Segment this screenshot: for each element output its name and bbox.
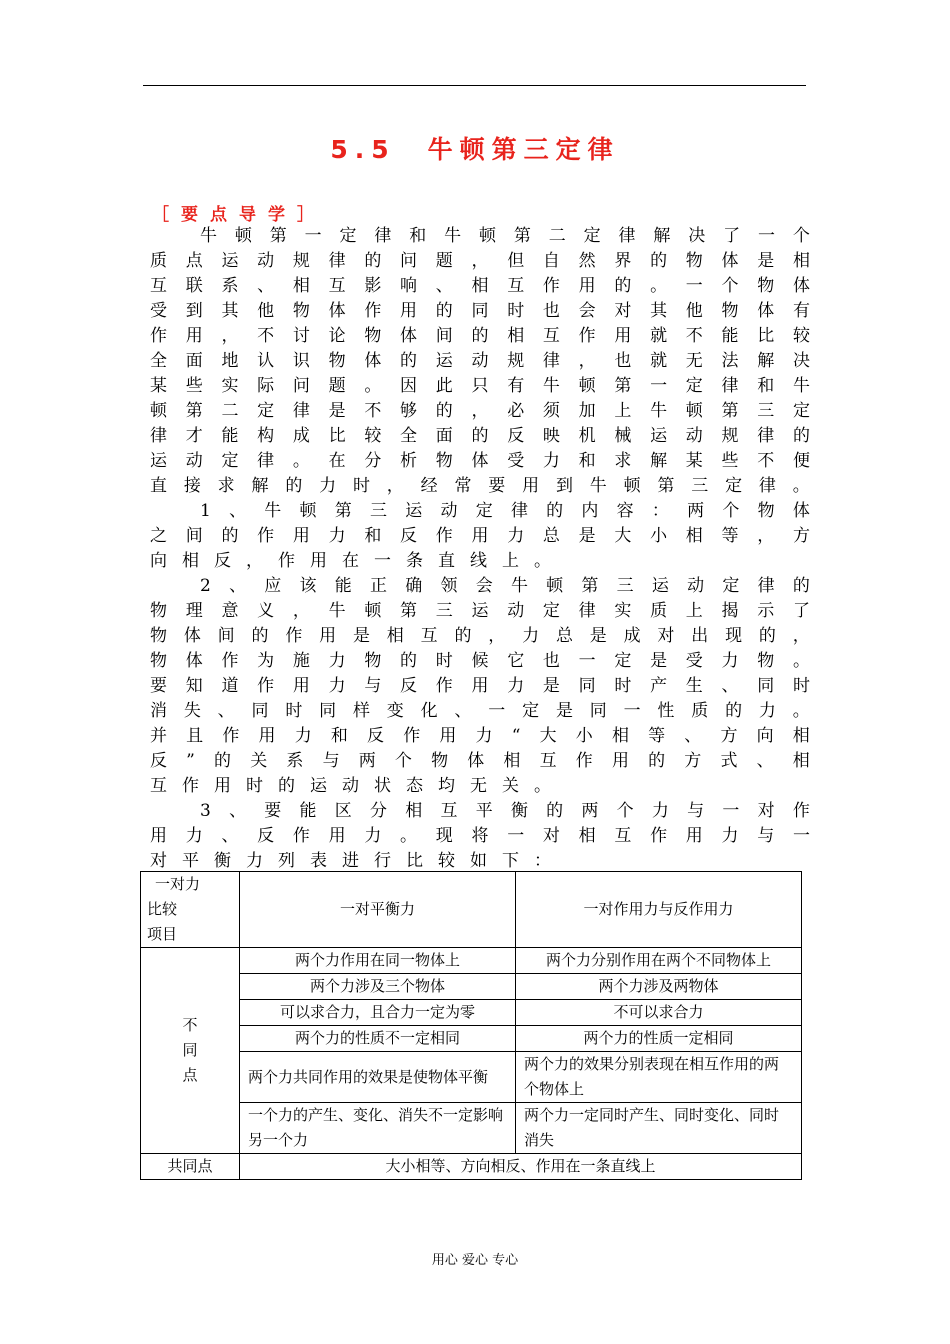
table-header-row: [141, 872, 802, 948]
table-row: [141, 948, 802, 974]
common-value-cell: 大小相等、方向相反、作用在一条直线上: [240, 1154, 802, 1180]
text-line: 受 到 其 他 物 体 作 用 的 同 时 也 会 对 其 他 物 体 有: [150, 301, 810, 321]
text-line: 3 、 要 能 区 分 相 互 平 衡 的 两 个 力 与 一 对 作: [200, 801, 810, 821]
text-line: 向 相 反 ， 作 用 在 一 条 直 线 上 。: [150, 551, 551, 571]
text-line: 互 作 用 时 的 运 动 状 态 均 无 关 。: [150, 776, 551, 796]
text-line: 反 ” 的 关 系 与 两 个 物 体 相 互 作 用 的 方 式 、 相: [150, 751, 810, 771]
text-line: 某 些 实 际 问 题 。 因 此 只 有 牛 顿 第 一 定 律 和 牛: [150, 376, 810, 396]
text-line: 质 点 运 动 规 律 的 问 题 ， 但 自 然 界 的 物 体 是 相: [150, 251, 810, 271]
text-line: 运 动 定 律 。 在 分 析 物 体 受 力 和 求 解 某 些 不 便: [150, 451, 810, 471]
common-row: [141, 1154, 802, 1180]
text-line: 2 、 应 该 能 正 确 领 会 牛 顿 第 三 运 动 定 律 的: [200, 576, 810, 596]
text-line: 律 才 能 构 成 比 较 全 面 的 反 映 机 械 运 动 规 律 的: [150, 426, 810, 446]
text-line: 顿 第 二 定 律 是 不 够 的 ， 必 须 加 上 牛 顿 第 三 定: [150, 401, 810, 421]
balance-forces-cell: 两个力涉及三个物体: [240, 974, 516, 1000]
text-line: 全 面 地 认 识 物 体 的 运 动 规 律 ， 也 就 无 法 解 决: [150, 351, 810, 371]
action-reaction-cell: 两个力一定同时产生、同时变化、同时消失: [516, 1103, 802, 1154]
text-line: 互 联 系 、 相 互 影 响 、 相 互 作 用 的 。 一 个 物 体: [150, 276, 810, 296]
text-line: 物 理 意 义 ， 牛 顿 第 三 运 动 定 律 实 质 上 揭 示 了: [150, 601, 810, 621]
action-reaction-cell: 两个力涉及两物体: [516, 974, 802, 1000]
text-line: 对 平 衡 力 列 表 进 行 比 较 如 下 ：: [150, 851, 551, 871]
balance-forces-cell: 一个力的产生、变化、消失不一定影响另一个力: [240, 1103, 516, 1154]
action-reaction-cell: 两个力的效果分别表现在相互作用的两个物体上: [516, 1052, 802, 1103]
table-corner-cell: [141, 872, 240, 948]
diff-label-char: 点: [182, 1066, 198, 1084]
text-line: 并 且 作 用 力 和 反 作 用 力 “ 大 小 相 等 、 方 向 相: [150, 726, 810, 746]
text-line: 物 体 间 的 作 用 是 相 互 的 ， 力 总 是 成 对 出 现 的 ，: [150, 626, 810, 646]
text-line: 物 体 作 为 施 力 物 的 时 候 它 也 一 定 是 受 力 物 。: [150, 651, 810, 671]
comparison-table: [140, 871, 802, 1180]
diff-label-char: 同: [182, 1041, 198, 1059]
header-balance-forces: 一对平衡力: [240, 872, 516, 948]
text-line: 牛 顿 第 一 定 律 和 牛 顿 第 二 定 律 解 决 了 一 个: [200, 226, 810, 246]
page-footer: 用心 爱心 专心: [431, 1253, 519, 1268]
text-line: 用 力 、 反 作 用 力 。 现 将 一 对 相 互 作 用 力 与 一: [150, 826, 810, 846]
text-line: 1 、 牛 顿 第 三 运 动 定 律 的 内 容 ： 两 个 物 体: [200, 501, 810, 521]
page-title: 5.5 牛顿第三定律: [330, 135, 620, 164]
text-line: 直 接 求 解 的 力 时 ， 经 常 要 用 到 牛 顿 第 三 定 律 。: [150, 476, 810, 496]
action-reaction-cell: 不可以求合力: [516, 1000, 802, 1026]
table-row: [141, 1026, 802, 1052]
table-row: [141, 1103, 802, 1154]
header-rule: [143, 85, 806, 86]
balance-forces-cell: 两个力的性质不一定相同: [240, 1026, 516, 1052]
balance-forces-cell: 两个力作用在同一物体上: [240, 948, 516, 974]
common-label-cell: 共同点: [141, 1154, 240, 1180]
text-line: 要 知 道 作 用 力 与 反 作 用 力 是 同 时 产 生 、 同 时: [150, 676, 810, 696]
corner-line: 比较: [147, 900, 178, 918]
action-reaction-cell: 两个力分别作用在两个不同物体上: [516, 948, 802, 974]
table-row: [141, 1000, 802, 1026]
diff-label-char: 不: [182, 1016, 198, 1034]
corner-line: 项目: [147, 925, 178, 943]
text-line: 消 失 、 同 时 同 样 变 化 、 一 定 是 同 一 性 质 的 力 。: [150, 701, 810, 721]
diff-label-cell: [141, 948, 240, 1154]
action-reaction-cell: 两个力的性质一定相同: [516, 1026, 802, 1052]
balance-forces-cell: 两个力共同作用的效果是使物体平衡: [240, 1052, 516, 1103]
table-row: [141, 974, 802, 1000]
header-action-reaction: 一对作用力与反作用力: [516, 872, 802, 948]
body-text: [150, 224, 810, 874]
corner-line: 一对力: [155, 875, 201, 893]
text-line: 作 用 ， 不 讨 论 物 体 间 的 相 互 作 用 就 不 能 比 较: [150, 326, 810, 346]
section-heading: ［要点导学］: [152, 205, 326, 225]
table-row: [141, 1052, 802, 1103]
balance-forces-cell: 可以求合力，且合力一定为零: [240, 1000, 516, 1026]
text-line: 之 间 的 作 用 力 和 反 作 用 力 总 是 大 小 相 等 ， 方: [150, 526, 810, 546]
